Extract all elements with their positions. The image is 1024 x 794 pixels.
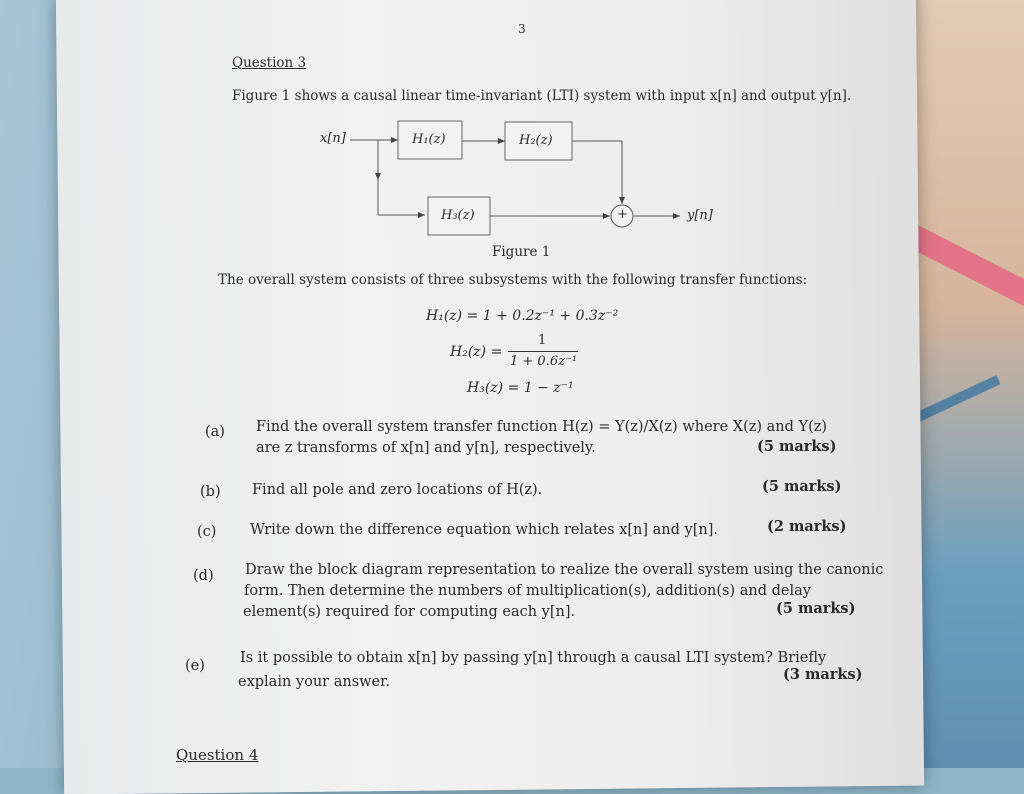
figure-caption: Figure 1: [492, 244, 551, 260]
adder-symbol: +: [617, 207, 628, 222]
part-a-label: (a): [205, 424, 225, 440]
intro-text: Figure 1 shows a causal linear time-invariant (LTI) system with input x[n] and output y[n].: [232, 88, 852, 104]
part-d-label: (d): [193, 568, 214, 584]
part-c-marks: (2 marks): [767, 518, 847, 535]
next-question-title: Question 4: [176, 746, 259, 764]
input-label: x[n]: [320, 131, 346, 146]
question-title: Question 3: [232, 55, 307, 71]
part-a-line2: are z transforms of x[n] and y[n], respectively.: [256, 440, 596, 456]
block-h1-label: H₁(z): [412, 132, 446, 147]
page-number: 3: [518, 22, 526, 36]
part-e-marks: (3 marks): [783, 666, 863, 683]
part-e-label: (e): [185, 658, 205, 674]
part-a-marks: (5 marks): [757, 438, 837, 455]
equation-h1: H₁(z) = 1 + 0.2z⁻¹ + 0.3z⁻²: [426, 308, 619, 324]
part-c-line1: Write down the difference equation which relates x[n] and y[n].: [250, 522, 718, 538]
part-e-line1: Is it possible to obtain x[n] by passing y[n] through a causal LTI system? Briefly: [240, 650, 827, 666]
equation-h2-numerator: 1: [538, 333, 547, 348]
block-h2-label: H₂(z): [519, 133, 553, 148]
part-d-line1: Draw the block diagram representation to realize the overall system using the canonic: [245, 562, 884, 578]
output-label: y[n]: [687, 208, 713, 223]
part-b-marks: (5 marks): [762, 478, 842, 495]
equation-h2-fraction-bar: [508, 351, 578, 352]
part-c-label: (c): [197, 524, 217, 540]
part-b-label: (b): [200, 484, 221, 500]
block-h3-label: H₃(z): [441, 208, 475, 223]
part-a-line1: Find the overall system transfer function H(z) = Y(z)/X(z) where X(z) and Y(z): [256, 419, 828, 435]
part-e-line2: explain your answer.: [238, 674, 391, 690]
equation-h2-lhs: H₂(z) =: [450, 344, 503, 360]
part-d-marks: (5 marks): [776, 600, 856, 617]
overall-system-text: The overall system consists of three subsystems with the following transfer functions:: [218, 272, 808, 288]
part-b-line1: Find all pole and zero locations of H(z).: [252, 482, 543, 498]
part-d-line2: form. Then determine the numbers of multiplication(s), addition(s) and delay: [244, 583, 811, 599]
equation-h2-denominator: 1 + 0.6z⁻¹: [510, 354, 578, 369]
equation-h3: H₃(z) = 1 − z⁻¹: [467, 380, 574, 396]
part-d-line3: element(s) required for computing each y[n].: [243, 604, 576, 620]
